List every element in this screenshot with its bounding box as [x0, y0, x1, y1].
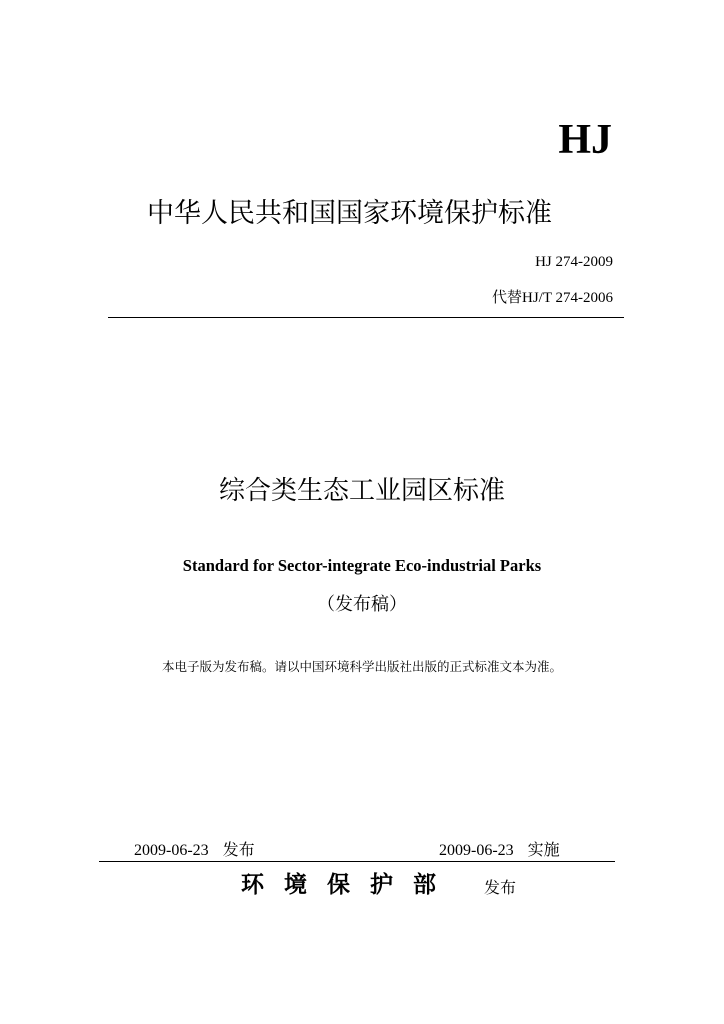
document-title-chinese: 综合类生态工业园区标准	[218, 476, 505, 506]
publish-date-block	[134, 839, 255, 862]
document-title-english: Standard for Sector-integrate Eco-industrial Parks	[182, 556, 542, 575]
draft-note: （发布稿）	[317, 594, 407, 615]
replaces-standard: 代替HJ/T 274-2006	[492, 290, 613, 306]
implement-date-block	[439, 839, 560, 862]
publish-date: 2009-06-23	[134, 842, 209, 859]
issuing-authority: 环境保护部	[241, 872, 456, 898]
standard-number: HJ 274-2009	[535, 254, 613, 270]
publish-label: 发布	[222, 840, 255, 859]
implement-label: 实施	[527, 840, 560, 859]
edition-notice: 本电子版为发布稿。请以中国环境科学出版社出版的正式标准文本为准。	[161, 659, 562, 674]
implement-date: 2009-06-23	[439, 842, 514, 859]
bottom-divider	[99, 861, 615, 862]
standard-logo: HJ	[558, 117, 612, 163]
standard-type-heading: 中华人民共和国国家环境保护标准	[147, 198, 552, 229]
top-divider	[108, 317, 624, 318]
issuer-suffix: 发布	[484, 878, 517, 897]
